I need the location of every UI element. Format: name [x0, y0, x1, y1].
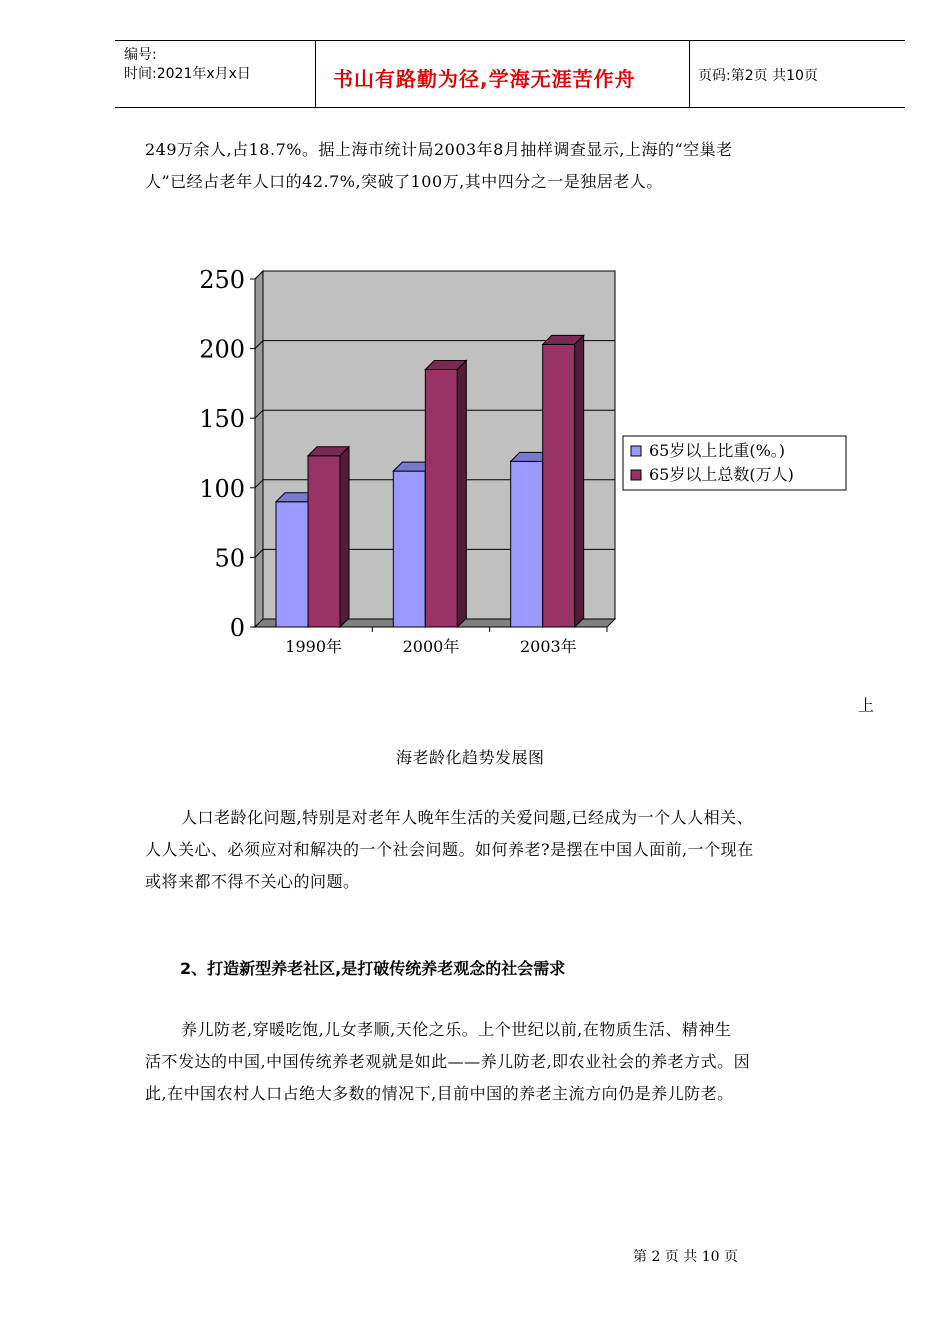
y-tick-label: 0: [229, 614, 245, 642]
paragraph-line: 此,在中国农村人口占绝大多数的情况下,目前中国的养老主流方向仍是养儿防老。: [145, 1084, 734, 1103]
body-paragraph-2: [145, 1014, 875, 1110]
intro-paragraph: [145, 134, 875, 198]
header-motto: 书山有路勤为径,学海无涯苦作舟: [333, 67, 636, 91]
header-divider: [689, 41, 690, 107]
header-top-rule: [115, 40, 905, 41]
y-tick-label: 100: [199, 474, 245, 503]
chart-caption: 海老龄化趋势发展图: [396, 748, 545, 767]
bar-front: [511, 461, 543, 627]
aging-trend-bar-chart: [195, 262, 860, 662]
header-number-label: 编号:: [124, 47, 157, 63]
bar-side: [457, 360, 466, 627]
bar-front: [543, 344, 575, 627]
paragraph-line: 或将来都不得不关心的问题。: [145, 872, 360, 891]
y-tick-label: 250: [199, 266, 245, 294]
y-tick-label: 150: [199, 405, 245, 434]
header-time-label: 时间:2021年x月x日: [124, 66, 251, 82]
header-bottom-rule: [115, 107, 905, 108]
bar-side: [575, 335, 584, 627]
bar-front: [425, 369, 457, 627]
x-tick-label: 2000年: [402, 637, 460, 656]
legend-swatch: [631, 446, 641, 456]
bar-front: [393, 471, 425, 627]
chart-side-wall: [255, 271, 263, 627]
legend-label: 65岁以上总数(万人): [649, 465, 794, 484]
y-tick-label: 200: [199, 335, 245, 364]
section-heading: 2、打造新型养老社区,是打破传统养老观念的社会需求: [180, 959, 566, 978]
paragraph-line: 活不发达的中国,中国传统养老观就是如此——养儿防老,即农业社会的养老方式。因: [145, 1052, 751, 1071]
intro-line: 人”已经占老年人口的42.7%,突破了100万,其中四分之一是独居老人。: [145, 172, 663, 191]
chart-legend: [623, 436, 846, 490]
page-footer: 第 2 页 共 10 页: [633, 1249, 738, 1265]
intro-line: 249万余人,占18.7%。据上海市统计局2003年8月抽样调查显示,上海的“空巢老: [145, 140, 733, 159]
y-tick-label: 50: [214, 544, 245, 573]
bar: [543, 335, 584, 627]
bar: [308, 447, 349, 627]
bar-side: [340, 447, 349, 627]
legend-swatch: [631, 470, 641, 480]
x-tick-label: 1990年: [285, 637, 343, 656]
paragraph-line: 人人关心、必须应对和解决的一个社会问题。如何养老?是摆在中国人面前,一个现在: [145, 840, 754, 859]
bar-front: [276, 502, 308, 627]
header-page-label: 页码:第2页 共10页: [698, 68, 818, 84]
paragraph-line: 人口老龄化问题,特别是对老年人晚年生活的关爱问题,已经成为一个人人相关、: [181, 808, 754, 827]
header-divider: [315, 41, 316, 107]
chart-caption-first-char: 上: [858, 696, 875, 715]
x-tick-label: 2003年: [519, 637, 577, 656]
bar: [425, 360, 466, 627]
legend-label: 65岁以上比重(%。): [649, 441, 786, 460]
body-paragraph-1: [145, 802, 875, 898]
paragraph-line: 养儿防老,穿暖吃饱,儿女孝顺,天伦之乐。上个世纪以前,在物质生活、精神生: [181, 1020, 732, 1039]
bar-front: [308, 456, 340, 627]
